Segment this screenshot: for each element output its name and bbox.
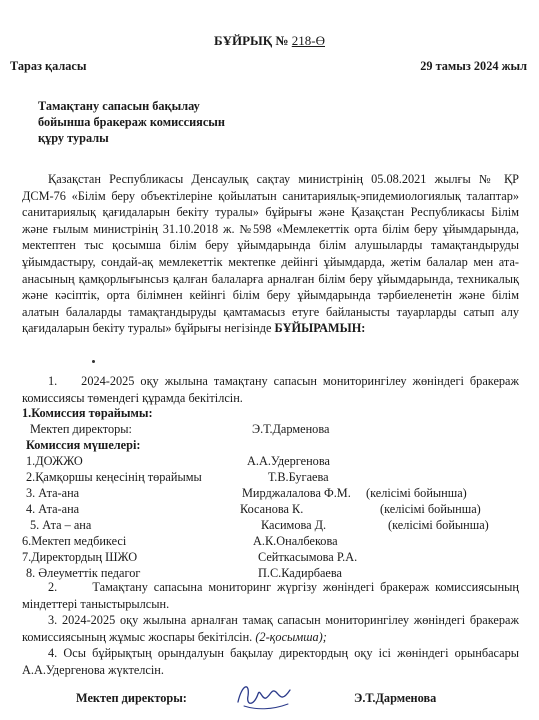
item-1: [22, 373, 519, 406]
member-role: 1.ДОЖЖО: [26, 454, 83, 468]
member-role: 3. Ата-ана: [26, 486, 80, 500]
member-role: 4. Ата-ана: [26, 502, 80, 516]
preamble: [22, 171, 519, 337]
item-4-text: Осы бұйрықтың орындалуын бақылау директордың оқу ісі жөніндегі орынбасары А.А.Удергенова жүктелсін.: [22, 646, 520, 677]
signature-name: Э.Т.Дарменова: [354, 691, 437, 705]
item-4: [22, 645, 519, 678]
item-4-number: 4.: [48, 646, 58, 660]
handwritten-signature: [232, 676, 294, 714]
member-name: А.К.Оналбекова: [253, 534, 338, 548]
member-name: Мирджалалова Ф.М.: [242, 486, 351, 500]
preamble-text: Қазақстан Республикасы Денсаулық сақтау министрінің 05.08.2021 жылғы № ҚР ДСМ-76 «Білім беру объектілеріне қойылатын санитариялық-эпидемиологиялық талаптар» санитариялық қағидаларын бекіту туралы» бұйрығы және Қазақстан Республикасы Білім және ғылым министрінің 31.10.2018 ж. №598 «Мемлекеттік орта білім беру ұйымдарында, мектептен тыс қосымша білім беру ұйымдарында білім алушыларды тамақтандыруды ұйымдастыру, сондай-ақ мемлекеттік мектепке дейінгі ұйымдарда, жетім балалар мен ата-анасының қамқорлығынсыз қалған балаларға арналған білім беру ұйымдарында, техникалық және кәсіптік, орта білімнен кейінгі білім беру ұйымдарында тәрбиеленетін және білім алатын балаларды тамақтандыруды қамтамасыз етуге байланысты тауарларды сатып алу қағидаларын бекіту туралы» бұйрығы негізінде: [22, 172, 519, 336]
member-name: Сейткасымова Р.А.: [258, 550, 358, 564]
order-title: [0, 33, 539, 49]
member-role: 7.Директордың ШЖО: [22, 550, 138, 564]
member-role: 5. Ата – ана: [30, 518, 92, 532]
member-note: (келісімі бойынша): [380, 502, 481, 516]
dot-mark: [92, 360, 95, 363]
item-2-text: Тамақтану сапасына мониторинг жүргізу жөніндегі бракераж комиссиясының міндеттері таныстырылсын.: [22, 580, 519, 611]
member-note: (келісімі бойынша): [366, 486, 467, 500]
item-3: [22, 612, 519, 645]
chair-heading: 1.Комиссия төрайымы:: [22, 406, 153, 420]
member-role: 8. Әлеуметтік педагог: [26, 566, 141, 580]
member-note: (келісімі бойынша): [388, 518, 489, 532]
chair-name: Э.Т.Дарменова: [252, 422, 330, 436]
members-heading: Комиссия мүшелері:: [26, 438, 141, 452]
item-1-text: 2024-2025 оқу жылына тамақтану сапасын мониторингілеу жөніндегі бракераж комиссиясы төмендегі құрамда бекітілсін.: [22, 374, 520, 405]
member-name: Т.В.Бугаева: [268, 470, 329, 484]
chair-role: Мектеп директоры:: [30, 422, 132, 436]
item-2-number: 2.: [48, 580, 58, 594]
item-1-number: 1.: [48, 374, 58, 388]
item-3-text: 2024-2025 оқу жылына арналған тамақ сапасын мониторингілеу жөніндегі бракераж комиссиясының жұмыс жоспары бекітілсін.: [22, 613, 519, 644]
member-name: Косанова К.: [240, 502, 304, 516]
signature-role: Мектеп директоры:: [76, 691, 187, 705]
order-title-label: БҰЙРЫҚ №: [213, 33, 289, 48]
member-name: А.А.Удергенова: [247, 454, 330, 468]
item-3-note: (2-қосымша);: [255, 629, 327, 644]
item-2: [22, 579, 519, 612]
subject-line-1: Тамақтану сапасын бақылау: [38, 99, 200, 113]
member-name: Касимова Д.: [261, 518, 327, 532]
item-3-number: 3.: [48, 613, 58, 627]
city: Тараз қаласы: [10, 59, 87, 73]
member-role: 6.Мектеп медбикесі: [22, 534, 127, 548]
member-name: П.С.Кадирбаева: [258, 566, 342, 580]
order-number: 218-Ө: [291, 33, 325, 48]
subject-line-3: құру туралы: [38, 131, 109, 145]
order-date: 29 тамыз 2024 жыл: [420, 59, 527, 73]
order-keyword: БҰЙЫРАМЫН:: [274, 321, 366, 336]
subject-line-2: бойынша бракераж комиссиясын: [38, 115, 225, 129]
member-role: 2.Қамқоршы кеңесінің төрайымы: [26, 470, 202, 484]
